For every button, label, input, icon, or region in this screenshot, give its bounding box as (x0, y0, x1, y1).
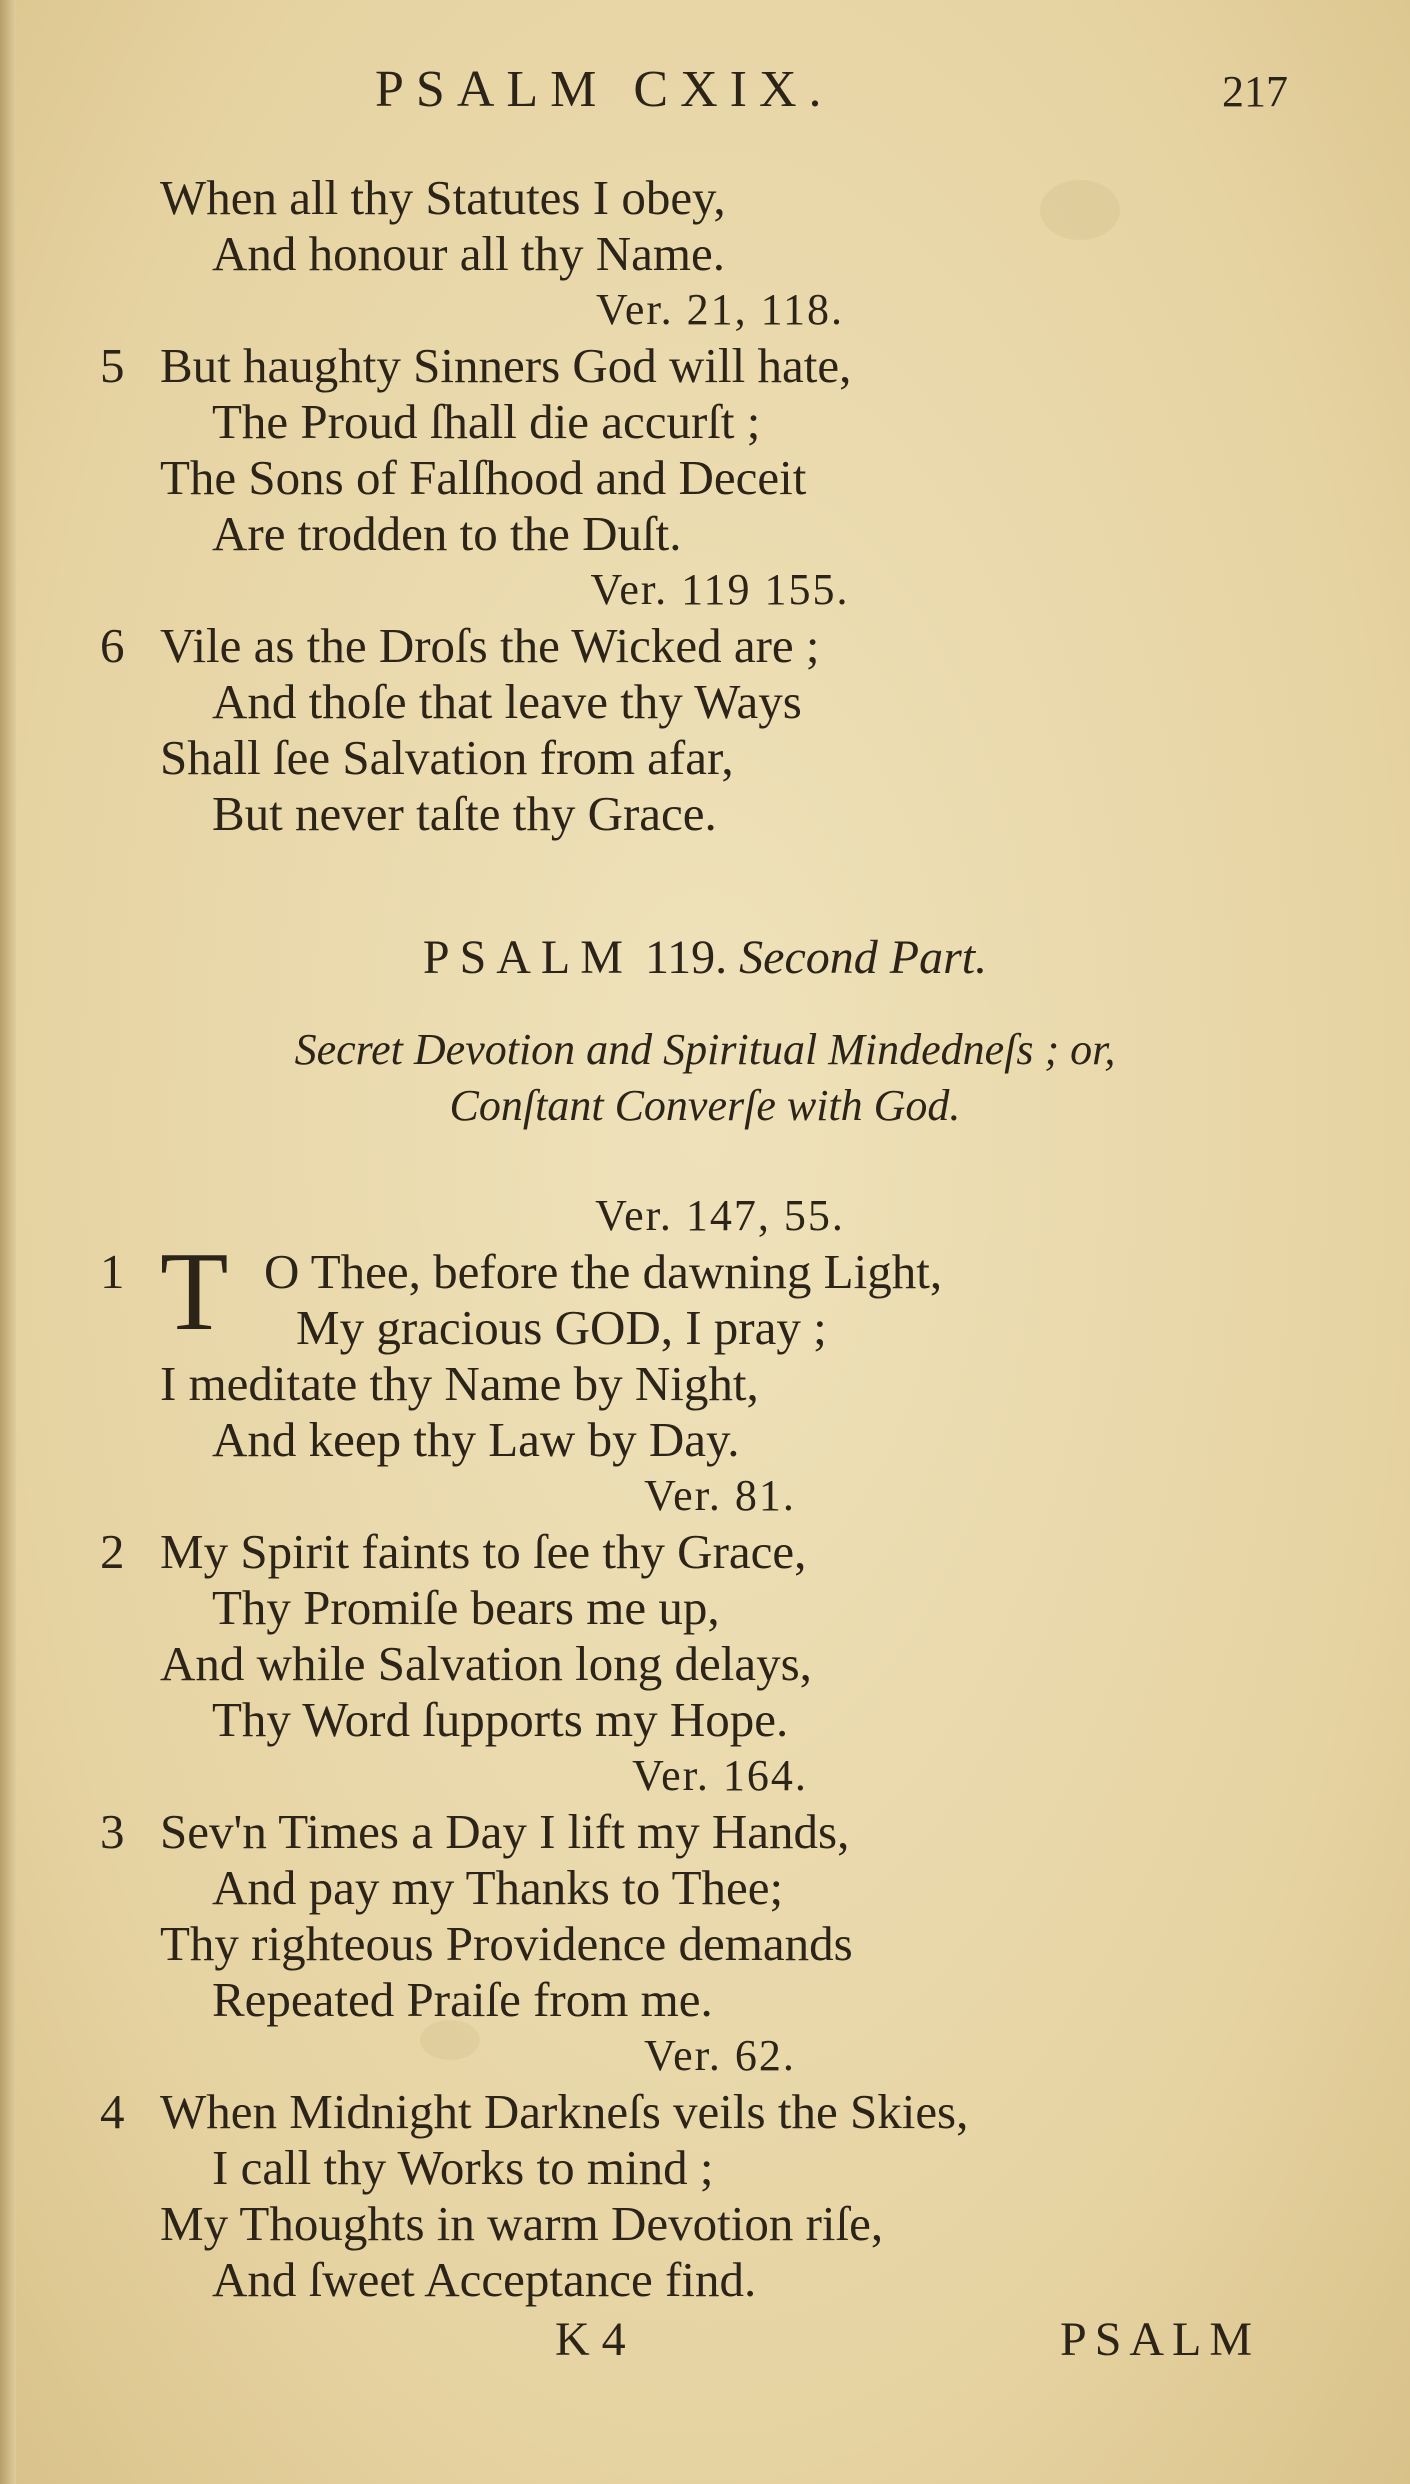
verse-line (160, 2196, 883, 2252)
theme-line-1: Secret Devotion and Spiritual Mindedneſs ; or, (294, 1025, 1116, 1074)
verse-reference-text: Ver. 21, 118. (595, 285, 845, 334)
verse-line (160, 450, 806, 506)
running-header (0, 60, 1410, 130)
verse-reference-text: Ver. 147, 55. (595, 1191, 845, 1240)
verse-reference (0, 2028, 1410, 2084)
verse-reference-text: Ver. 62. (644, 2031, 796, 2080)
verse-text: I meditate thy Name by Night, (160, 1356, 759, 1411)
verse-line (212, 1580, 720, 1636)
verse-text: My gracious GOD, I pray ; (296, 1300, 827, 1355)
verse-text: I call thy Works to mind ; (212, 2140, 714, 2195)
verse-line (212, 786, 717, 842)
verse-line (100, 618, 820, 674)
verse-reference-text: Ver. 81. (644, 1471, 796, 1520)
verse-text: And thoſe that leave thy Ways (212, 674, 802, 729)
verse-text: When all thy Statutes I obey, (160, 170, 726, 225)
verse-text: And ſweet Acceptance find. (212, 2252, 757, 2307)
verse-reference-text: Ver. 119 155. (590, 565, 850, 614)
verse-text: And honour all thy Name. (212, 226, 726, 281)
part-heading (0, 930, 1410, 985)
page-footer (0, 2312, 1410, 2372)
verse-text: And pay my Thanks to Thee; (212, 1860, 784, 1915)
verse-text: Thy Promiſe bears me up, (212, 1580, 720, 1635)
verse-reference (0, 1468, 1410, 1524)
verse-reference-text: Ver. 164. (632, 1751, 808, 1800)
verse-line (212, 506, 681, 562)
verse-text: But haughty Sinners God will hate, (160, 338, 852, 393)
verse-text: Thy righteous Providence demands (160, 1916, 853, 1971)
part-heading-number: 119. (644, 931, 728, 984)
catchword: PSALM (1060, 2313, 1261, 2366)
verse-text: Shall ſee Salvation from afar, (160, 730, 734, 785)
verse-line (212, 2252, 756, 2308)
verse-reference (0, 562, 1410, 618)
stanza-number: 5 (100, 338, 125, 393)
verse-line (212, 394, 760, 450)
stanza-number: 3 (100, 1804, 125, 1859)
verse-line (100, 338, 852, 394)
verse-line (212, 1972, 713, 2028)
verse-line (160, 170, 726, 226)
verse-line (212, 226, 725, 282)
theme-line-2: Conſtant Converſe with God. (449, 1081, 961, 1130)
verse-line (212, 1412, 740, 1468)
stanza-number: 4 (100, 2084, 125, 2139)
verse-line (160, 1916, 853, 1972)
paper-stain (1040, 180, 1120, 240)
verse-text: And while Salvation long delays, (160, 1636, 812, 1691)
verse-line (212, 1860, 783, 1916)
verse-text: But never taſte thy Grace. (212, 786, 717, 841)
verse-line (160, 730, 734, 786)
verse-line (100, 2084, 969, 2140)
running-title: PSALM CXIX. (375, 61, 834, 118)
verse-line (296, 1300, 827, 1356)
verse-text: My Spirit faints to ſee thy Grace, (160, 1524, 807, 1579)
verse-text: O Thee, before the dawning Light, (264, 1244, 943, 1299)
verse-text: And keep thy Law by Day. (212, 1412, 740, 1467)
verse-reference (0, 1748, 1410, 1804)
part-heading-psalm: PSALM (422, 931, 633, 984)
verse-line (100, 1804, 850, 1860)
signature-mark: K 4 (555, 2313, 626, 2366)
verse-line (212, 2140, 713, 2196)
verse-line (160, 1356, 759, 1412)
verse-line (160, 1636, 812, 1692)
verse-text: My Thoughts in warm Devotion riſe, (160, 2196, 884, 2251)
verse-text: Thy Word ſupports my Hope. (212, 1692, 789, 1747)
verse-text: Vile as the Droſs the Wicked are ; (160, 618, 820, 673)
drop-cap: T (160, 1230, 229, 1354)
stanza-number: 1 (100, 1244, 125, 1299)
verse-text: Repeated Praiſe from me. (212, 1972, 713, 2027)
stanza-number: 6 (100, 618, 125, 673)
page-number: 217 (1222, 67, 1288, 116)
verse-text: The Sons of Falſhood and Deceit (160, 450, 807, 505)
verse-text: The Proud ſhall die accurſt ; (212, 394, 761, 449)
verse-line (212, 674, 802, 730)
verse-line (212, 1692, 788, 1748)
verse-text: When Midnight Darkneſs veils the Skies, (160, 2084, 969, 2139)
verse-text: Are trodden to the Duſt. (212, 506, 682, 561)
verse-reference (0, 282, 1410, 338)
verse-text: Sev'n Times a Day I lift my Hands, (160, 1804, 850, 1859)
verse-line (100, 1524, 807, 1580)
part-heading-part: Second Part. (739, 931, 988, 984)
stanza-number: 2 (100, 1524, 125, 1579)
